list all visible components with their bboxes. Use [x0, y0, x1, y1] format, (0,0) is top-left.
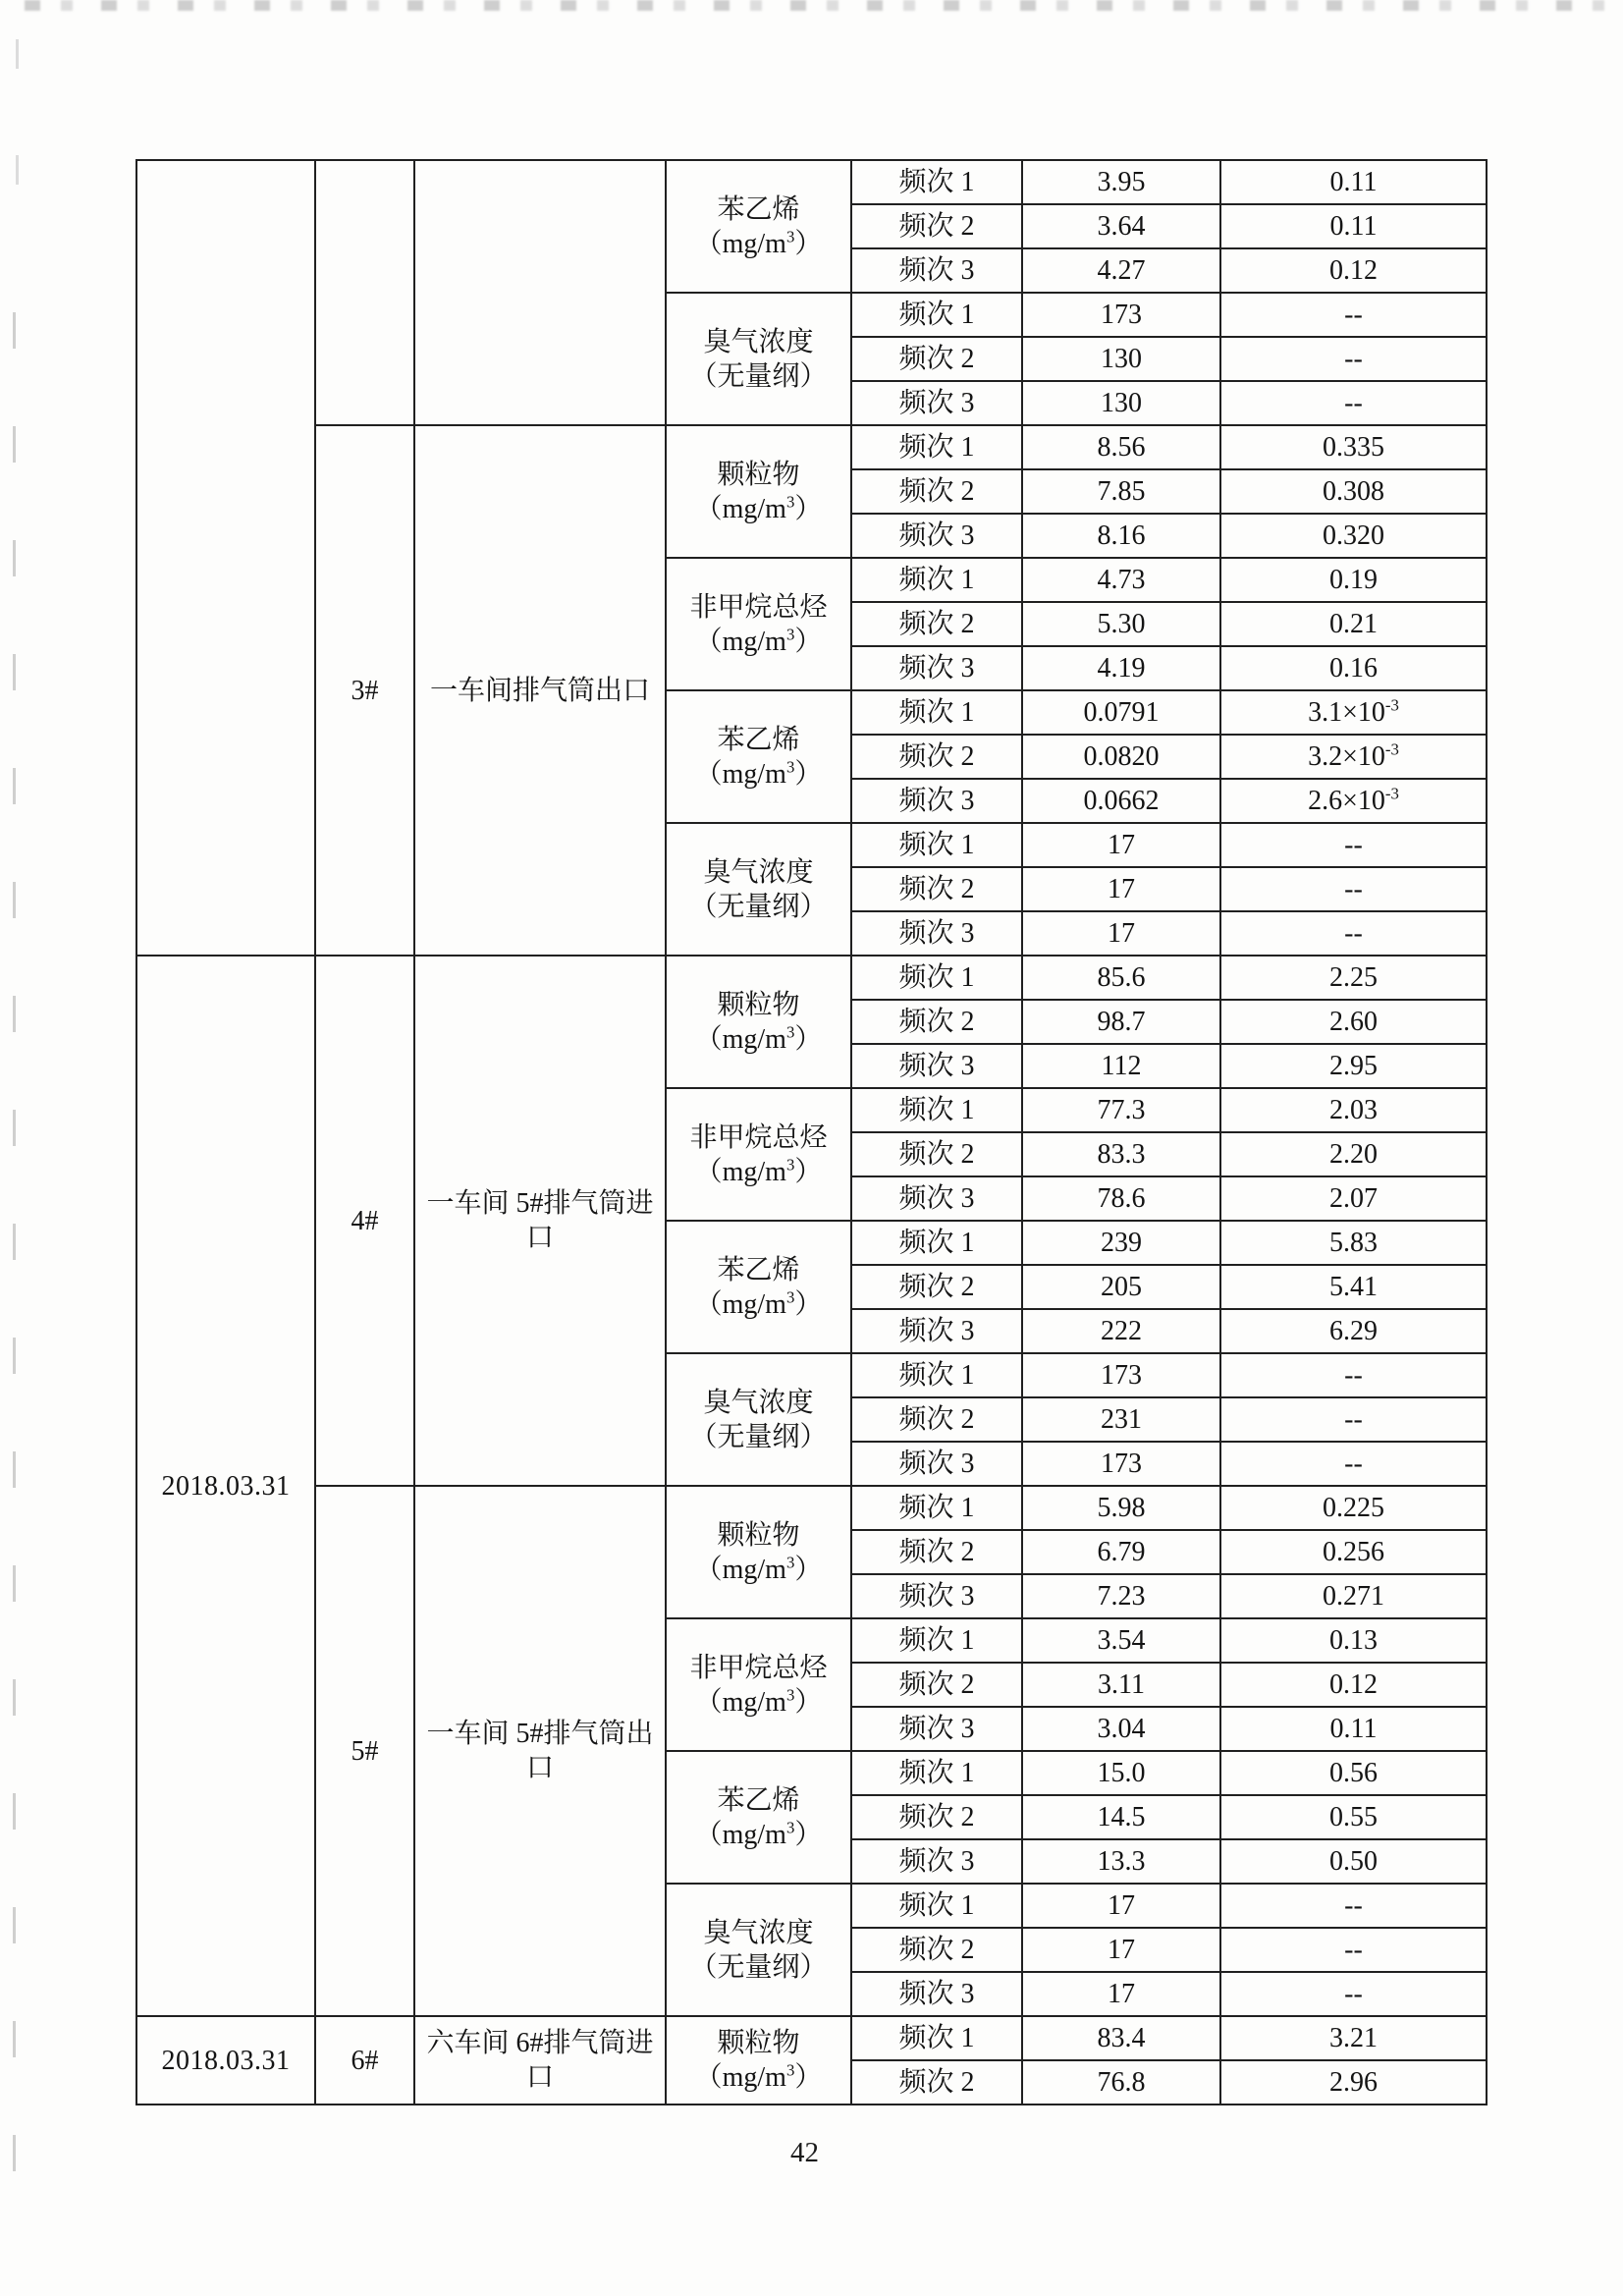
frequency-cell: 频次 2 [851, 1663, 1022, 1707]
frequency-cell: 频次 3 [851, 1574, 1022, 1618]
concentration-cell: 173 [1022, 293, 1220, 337]
monitoring-results-table [135, 159, 1488, 2105]
emission-rate-cell: 2.95 [1220, 1044, 1487, 1088]
pollutant-cell: 非甲烷总烃 $(mg/m^3)$ [666, 558, 851, 690]
pollutant-cell: 颗粒物 $(mg/m^3)$ [666, 2016, 851, 2105]
emission-rate-cell: 2.07 [1220, 1176, 1487, 1221]
concentration-cell: 17 [1022, 911, 1220, 956]
concentration-cell: 8.16 [1022, 514, 1220, 558]
pollutant-cell: 颗粒物 $(mg/m^3)$ [666, 1486, 851, 1618]
concentration-cell: 4.73 [1022, 558, 1220, 602]
date-cell: 2018.03.31 [136, 2016, 315, 2105]
frequency-cell: 频次 2 [851, 1265, 1022, 1309]
concentration-cell: 0.0820 [1022, 735, 1220, 779]
concentration-cell: 4.19 [1022, 646, 1220, 690]
concentration-cell: 130 [1022, 337, 1220, 381]
emission-rate-cell: 0.16 [1220, 646, 1487, 690]
frequency-cell: 频次 3 [851, 514, 1022, 558]
sampling-location-cell: 六车间 6#排气筒进口 [414, 2016, 666, 2105]
frequency-cell: 频次 3 [851, 1176, 1022, 1221]
frequency-cell: 频次 2 [851, 1000, 1022, 1044]
emission-rate-cell: -- [1220, 1353, 1487, 1397]
frequency-cell: 频次 3 [851, 1707, 1022, 1751]
sampling-location-cell [414, 160, 666, 425]
emission-rate-cell: -- [1220, 337, 1487, 381]
emission-rate-cell: 0.225 [1220, 1486, 1487, 1530]
concentration-cell: 17 [1022, 823, 1220, 867]
emission-rate-cell: -- [1220, 381, 1487, 425]
emission-rate-cell: $3.1\times 10^{-3}$ [1220, 690, 1487, 735]
concentration-cell: 78.6 [1022, 1176, 1220, 1221]
pollutant-cell: 颗粒物 $(mg/m^3)$ [666, 956, 851, 1088]
frequency-cell: 频次 3 [851, 1442, 1022, 1486]
emission-rate-cell: 5.83 [1220, 1221, 1487, 1265]
emission-rate-cell: 5.41 [1220, 1265, 1487, 1309]
pollutant-cell: 苯乙烯 $(mg/m^3)$ [666, 1751, 851, 1884]
emission-rate-cell: 2.96 [1220, 2060, 1487, 2105]
concentration-cell: 239 [1022, 1221, 1220, 1265]
table-row [136, 1486, 1487, 1530]
frequency-cell: 频次 2 [851, 1795, 1022, 1839]
frequency-cell: 频次 2 [851, 1928, 1022, 1972]
pollutant-cell: 臭气浓度 （无量纲） [666, 1884, 851, 2016]
concentration-cell: 17 [1022, 1884, 1220, 1928]
emission-rate-cell: -- [1220, 1442, 1487, 1486]
frequency-cell: 频次 1 [851, 160, 1022, 204]
sampling-location-cell: 一车间 5#排气筒出口 [414, 1486, 666, 2016]
concentration-cell: 7.23 [1022, 1574, 1220, 1618]
emission-rate-cell: 0.19 [1220, 558, 1487, 602]
frequency-cell: 频次 1 [851, 558, 1022, 602]
concentration-cell: 3.54 [1022, 1618, 1220, 1663]
table-row [136, 956, 1487, 1000]
concentration-cell: 3.64 [1022, 204, 1220, 248]
pollutant-cell: 颗粒物 $(mg/m^3)$ [666, 425, 851, 558]
emission-rate-cell: -- [1220, 1884, 1487, 1928]
frequency-cell: 频次 1 [851, 1751, 1022, 1795]
table-row [136, 425, 1487, 469]
emission-rate-cell: -- [1220, 293, 1487, 337]
emission-rate-cell: 0.50 [1220, 1839, 1487, 1884]
emission-rate-cell: 0.13 [1220, 1618, 1487, 1663]
frequency-cell: 频次 2 [851, 469, 1022, 514]
emission-rate-cell: 2.60 [1220, 1000, 1487, 1044]
frequency-cell: 频次 3 [851, 646, 1022, 690]
pollutant-cell: 臭气浓度 （无量纲） [666, 823, 851, 956]
date-cell [136, 160, 315, 956]
frequency-cell: 频次 1 [851, 1088, 1022, 1132]
point-number-cell [315, 160, 414, 425]
emission-rate-cell: 0.12 [1220, 1663, 1487, 1707]
emission-rate-cell: -- [1220, 911, 1487, 956]
concentration-cell: 173 [1022, 1353, 1220, 1397]
frequency-cell: 频次 3 [851, 1309, 1022, 1353]
frequency-cell: 频次 1 [851, 2016, 1022, 2060]
frequency-cell: 频次 1 [851, 425, 1022, 469]
frequency-cell: 频次 1 [851, 1884, 1022, 1928]
pollutant-cell: 臭气浓度 （无量纲） [666, 293, 851, 425]
concentration-cell: 0.0791 [1022, 690, 1220, 735]
concentration-cell: 76.8 [1022, 2060, 1220, 2105]
point-number-cell: 5# [315, 1486, 414, 2016]
emission-rate-cell: $3.2\times 10^{-3}$ [1220, 735, 1487, 779]
table-body [136, 160, 1487, 2105]
frequency-cell: 频次 1 [851, 956, 1022, 1000]
emission-rate-cell: -- [1220, 1397, 1487, 1442]
frequency-cell: 频次 1 [851, 690, 1022, 735]
concentration-cell: 173 [1022, 1442, 1220, 1486]
emission-rate-cell: 0.271 [1220, 1574, 1487, 1618]
pollutant-cell: 非甲烷总烃 $(mg/m^3)$ [666, 1618, 851, 1751]
point-number-cell: 3# [315, 425, 414, 956]
frequency-cell: 频次 2 [851, 735, 1022, 779]
concentration-cell: 85.6 [1022, 956, 1220, 1000]
concentration-cell: 222 [1022, 1309, 1220, 1353]
emission-rate-cell: 2.03 [1220, 1088, 1487, 1132]
frequency-cell: 频次 1 [851, 823, 1022, 867]
frequency-cell: 频次 3 [851, 779, 1022, 823]
concentration-cell: 130 [1022, 381, 1220, 425]
concentration-cell: 5.30 [1022, 602, 1220, 646]
pollutant-cell: 苯乙烯 $(mg/m^3)$ [666, 690, 851, 823]
frequency-cell: 频次 2 [851, 1132, 1022, 1176]
concentration-cell: 205 [1022, 1265, 1220, 1309]
concentration-cell: 8.56 [1022, 425, 1220, 469]
emission-rate-cell: -- [1220, 1928, 1487, 1972]
frequency-cell: 频次 2 [851, 867, 1022, 911]
emission-rate-cell: -- [1220, 1972, 1487, 2016]
scan-artifact-top-edge [25, 0, 1608, 11]
emission-rate-cell: 0.12 [1220, 248, 1487, 293]
emission-rate-cell: 2.25 [1220, 956, 1487, 1000]
frequency-cell: 频次 1 [851, 1221, 1022, 1265]
concentration-cell: 17 [1022, 1972, 1220, 2016]
concentration-cell: 7.85 [1022, 469, 1220, 514]
scan-artifact-left-margin-upper [16, 39, 19, 265]
point-number-cell: 6# [315, 2016, 414, 2105]
pollutant-cell: 苯乙烯 $(mg/m^3)$ [666, 1221, 851, 1353]
emission-rate-cell: 2.20 [1220, 1132, 1487, 1176]
point-number-cell: 4# [315, 956, 414, 1486]
frequency-cell: 频次 2 [851, 204, 1022, 248]
emission-rate-cell: 0.256 [1220, 1530, 1487, 1574]
concentration-cell: 98.7 [1022, 1000, 1220, 1044]
sampling-location-cell: 一车间 5#排气筒进口 [414, 956, 666, 1486]
concentration-cell: 231 [1022, 1397, 1220, 1442]
concentration-cell: 6.79 [1022, 1530, 1220, 1574]
concentration-cell: 3.11 [1022, 1663, 1220, 1707]
frequency-cell: 频次 3 [851, 381, 1022, 425]
concentration-cell: 14.5 [1022, 1795, 1220, 1839]
frequency-cell: 频次 3 [851, 1972, 1022, 2016]
frequency-cell: 频次 2 [851, 1397, 1022, 1442]
concentration-cell: 0.0662 [1022, 779, 1220, 823]
concentration-cell: 13.3 [1022, 1839, 1220, 1884]
emission-rate-cell: 0.11 [1220, 204, 1487, 248]
sampling-location-cell: 一车间排气筒出口 [414, 425, 666, 956]
concentration-cell: 83.3 [1022, 1132, 1220, 1176]
concentration-cell: 17 [1022, 1928, 1220, 1972]
emission-rate-cell: 0.11 [1220, 1707, 1487, 1751]
date-cell: 2018.03.31 [136, 956, 315, 2016]
frequency-cell: 频次 1 [851, 1618, 1022, 1663]
concentration-cell: 112 [1022, 1044, 1220, 1088]
concentration-cell: 3.95 [1022, 160, 1220, 204]
pollutant-cell: 非甲烷总烃 $(mg/m^3)$ [666, 1088, 851, 1221]
emission-rate-cell: 0.55 [1220, 1795, 1487, 1839]
emission-rate-cell: 0.11 [1220, 160, 1487, 204]
emission-rate-cell: 0.335 [1220, 425, 1487, 469]
pollutant-cell: 苯乙烯 $(mg/m^3)$ [666, 160, 851, 293]
table-row [136, 2016, 1487, 2060]
emission-rate-cell: 0.21 [1220, 602, 1487, 646]
frequency-cell: 频次 3 [851, 1044, 1022, 1088]
concentration-cell: 77.3 [1022, 1088, 1220, 1132]
frequency-cell: 频次 2 [851, 1530, 1022, 1574]
frequency-cell: 频次 1 [851, 1486, 1022, 1530]
concentration-cell: 83.4 [1022, 2016, 1220, 2060]
emission-rate-cell: 0.320 [1220, 514, 1487, 558]
emission-rate-cell: 0.308 [1220, 469, 1487, 514]
table-row [136, 160, 1487, 204]
scan-artifact-left-margin [13, 312, 16, 2237]
emission-rate-cell: 6.29 [1220, 1309, 1487, 1353]
emission-rate-cell: 0.56 [1220, 1751, 1487, 1795]
emission-rate-cell: 3.21 [1220, 2016, 1487, 2060]
pollutant-cell: 臭气浓度 （无量纲） [666, 1353, 851, 1486]
frequency-cell: 频次 2 [851, 602, 1022, 646]
page-number-value: 42 [790, 2137, 819, 2168]
frequency-cell: 频次 3 [851, 911, 1022, 956]
concentration-cell: 17 [1022, 867, 1220, 911]
frequency-cell: 频次 2 [851, 337, 1022, 381]
concentration-cell: 15.0 [1022, 1751, 1220, 1795]
emission-rate-cell: $2.6\times 10^{-3}$ [1220, 779, 1487, 823]
emission-rate-cell: -- [1220, 867, 1487, 911]
frequency-cell: 频次 1 [851, 1353, 1022, 1397]
frequency-cell: 频次 1 [851, 293, 1022, 337]
page-number [0, 2137, 1623, 2169]
frequency-cell: 频次 3 [851, 1839, 1022, 1884]
concentration-cell: 4.27 [1022, 248, 1220, 293]
frequency-cell: 频次 3 [851, 248, 1022, 293]
frequency-cell: 频次 2 [851, 2060, 1022, 2105]
emission-rate-cell: -- [1220, 823, 1487, 867]
concentration-cell: 5.98 [1022, 1486, 1220, 1530]
concentration-cell: 3.04 [1022, 1707, 1220, 1751]
